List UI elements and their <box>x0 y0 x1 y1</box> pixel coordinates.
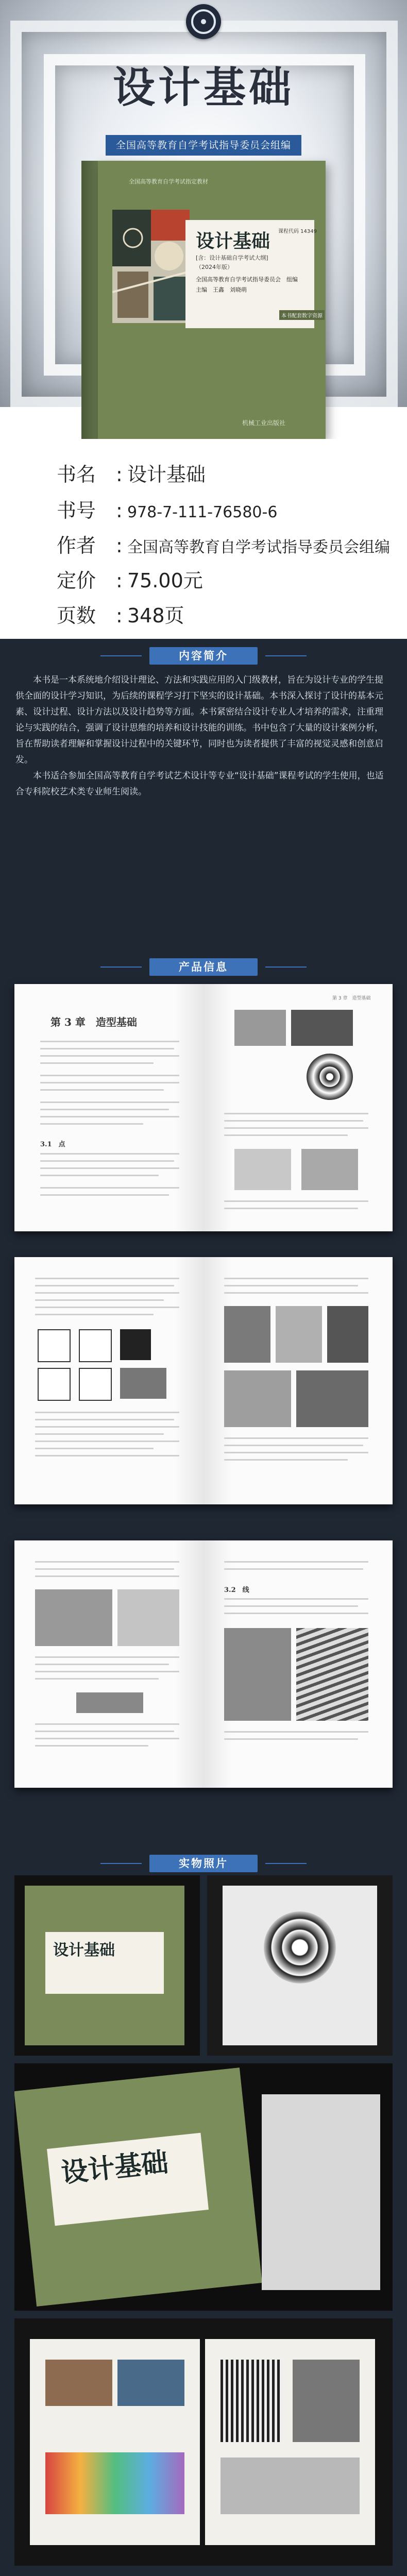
section-heading-photos: 实物照片 <box>149 1855 258 1872</box>
photo-book-title: 设计基础 <box>59 2146 170 2189</box>
info-separator: : <box>116 534 123 557</box>
hero-title: 设计基础 <box>112 63 294 112</box>
info-value: 348页 <box>127 604 184 627</box>
section-title: 3.2 线 <box>224 1586 249 1594</box>
spread-left-page <box>14 984 204 1231</box>
page-spread <box>14 1540 393 1788</box>
hero-banner: 全国高等教育自学考试指导委员会组编 <box>106 135 301 156</box>
section-title: 3.1 点 <box>40 1141 65 1148</box>
info-label: 定价 <box>57 569 96 592</box>
book-front <box>98 161 326 439</box>
info-label: 书号 <box>57 499 96 522</box>
page-spread <box>14 984 393 1231</box>
spread-left-page <box>14 1540 204 1788</box>
info-pages-row <box>57 600 184 628</box>
spread-right-page <box>204 1540 393 1788</box>
product-photo <box>14 2063 393 2311</box>
info-label: 页数 <box>57 604 96 627</box>
chapter-title: 第 3 章 造型基础 <box>50 1016 137 1028</box>
cover-authors: 主编 王鑫 刘晓萌 <box>196 286 247 293</box>
book-cover-image <box>81 161 326 439</box>
cover-series-line: 全国高等教育自学考试指定教材 <box>129 178 208 185</box>
cover-publisher: 机械工业出版社 <box>242 419 286 427</box>
book-spine <box>81 161 98 439</box>
cover-artwork <box>112 210 190 323</box>
running-header: 第 3 章 造型基础 <box>332 996 371 1001</box>
spread-right-page <box>204 1257 393 1504</box>
info-separator: : <box>116 499 123 522</box>
cover-organization: 全国高等教育自学考试指导委员会 组编 <box>196 276 298 283</box>
intro-paragraph: 本书是一本系统地介绍设计理论、方法和实践应用的入门级教材，旨在为设计专业的学生提供全面的设计学习知识，为后续的课程学习打下坚实的设计基础。本书深入探讨了设计的基本元素、设计过程、设计方法以及设计趋势等方面。本书紧密结合设计专业人才培养的需求，注重理论与实践的结合，强调了设计思维的培养和设计技能的训练。书中包含了大量的设计案例分析，旨在帮助读者理解和掌握设计过程中的关键环节，同时也为读者提供了丰富的视觉灵感和创意启发。 <box>15 675 383 765</box>
cover-title: 设计基础 <box>196 230 270 252</box>
info-value: 978-7-111-76580-6 <box>127 503 278 521</box>
info-label: 作者 <box>57 534 96 557</box>
info-isbn-row <box>57 495 277 523</box>
course-code: 课程代码 14349 <box>278 229 317 234</box>
product-photo <box>207 1875 393 2056</box>
page-spread <box>14 1257 393 1504</box>
product-photo <box>14 2318 393 2566</box>
spread-right-page <box>204 984 393 1231</box>
cover-subtitle: [含：设计基础自学考试大纲] <box>196 255 268 261</box>
section-heading-product: 产品信息 <box>149 958 258 976</box>
info-value: 75.00元 <box>127 569 203 592</box>
intro-paragraph: 本书适合参加全国高等教育自学考试艺术设计等专业“设计基础”课程考试的学生使用，也适合专科院校艺术类专业师生阅读。 <box>15 771 384 797</box>
info-label: 书名 <box>57 463 96 486</box>
aperture-icon <box>186 4 221 39</box>
info-price-row <box>57 565 203 593</box>
info-separator: : <box>116 569 123 592</box>
info-separator: : <box>116 463 123 486</box>
cover-edition: （2024年版） <box>196 264 233 270</box>
spread-left-page <box>14 1257 204 1504</box>
section-heading-intro: 内容简介 <box>149 647 258 665</box>
info-value: 全国高等教育自学考试指导委员会组编 <box>127 538 390 556</box>
info-title-row <box>57 459 206 487</box>
info-author-row <box>57 530 390 558</box>
product-photo <box>14 1875 200 2056</box>
info-separator: : <box>116 604 123 627</box>
intro-text <box>15 672 392 800</box>
book-info <box>0 439 407 639</box>
cover-tag: 本书配套数字资源 <box>279 310 325 320</box>
info-value: 设计基础 <box>127 463 206 486</box>
photo-book-title: 设计基础 <box>53 1941 115 1959</box>
